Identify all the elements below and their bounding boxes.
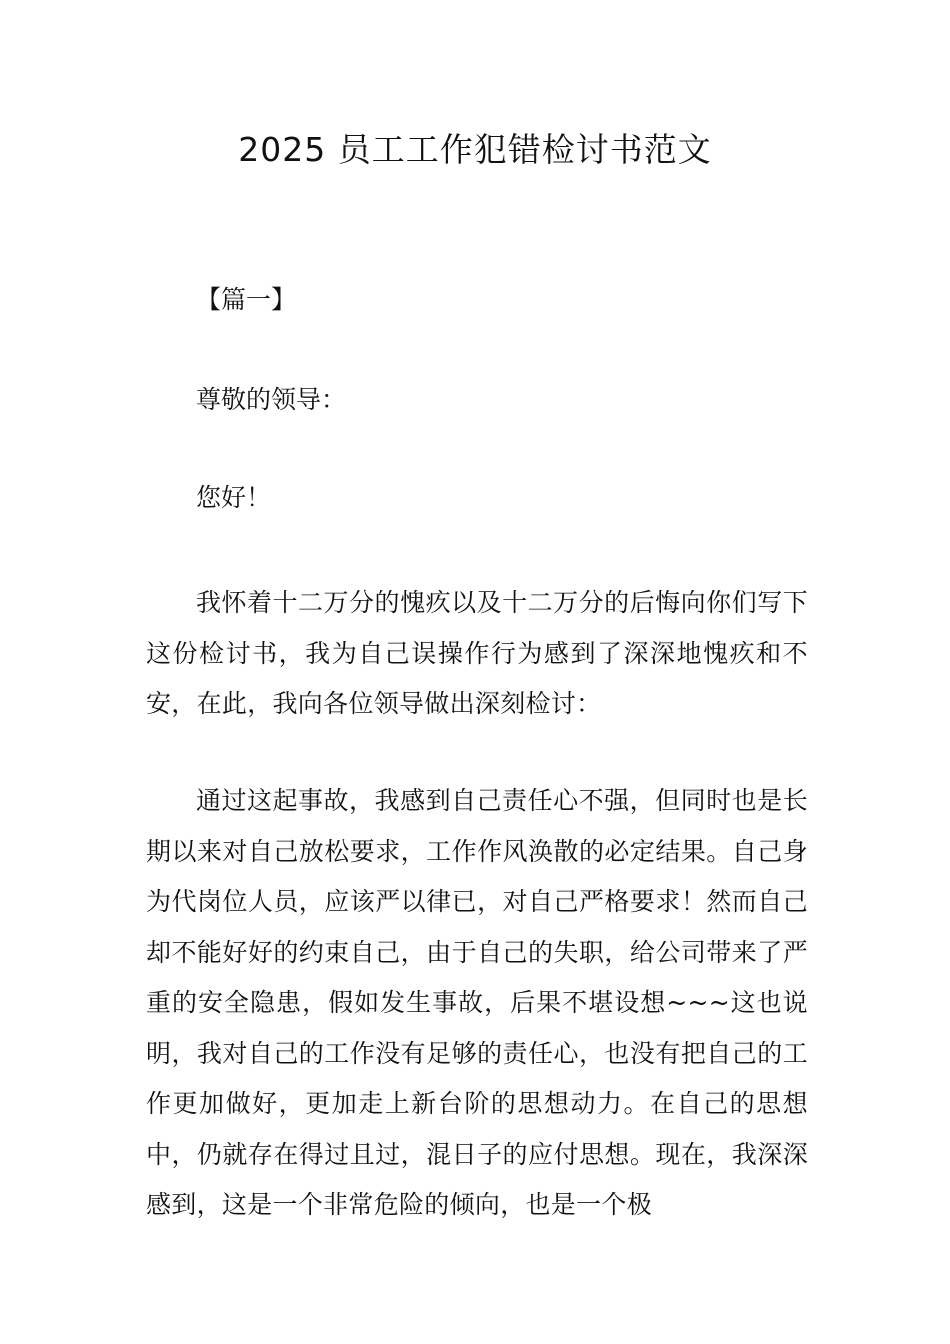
section-heading: 【篇一】 [196, 285, 297, 314]
paragraph-1: 我怀着十二万分的愧疚以及十二万分的后悔向你们写下这份检讨书，我为自己误操作行为感到了深深地愧疚和不安，在此，我向各位领导做出深刻检讨： [146, 588, 808, 718]
salutation: 尊敬的领导： [196, 385, 347, 414]
document-title: 2025 员工工作犯错检讨书范文 [238, 130, 712, 169]
paragraph-2: 通过这起事故，我感到自己责任心不强，但同时也是长期以来对自己放松要求，工作作风涣散的必定结果。自己身为代岗位人员，应该严以律已，对自己严格要求！然而自己却不能好好的约束自己，由于自己的失职，给公司带来了严重的安全隐患，假如发生事故，后果不堪设想~~~这也说明，我对自己的工作没有足够的责任心，也没有把自己的工作更加做好，更加走上新台阶的思想动力。在自己的思想中，仍就存在得过且过，混日子的应付思想。现在，我深深感到，这是一个非常危险的倾向，也是一个极 [146, 786, 808, 1219]
greeting: 您好！ [196, 483, 272, 512]
